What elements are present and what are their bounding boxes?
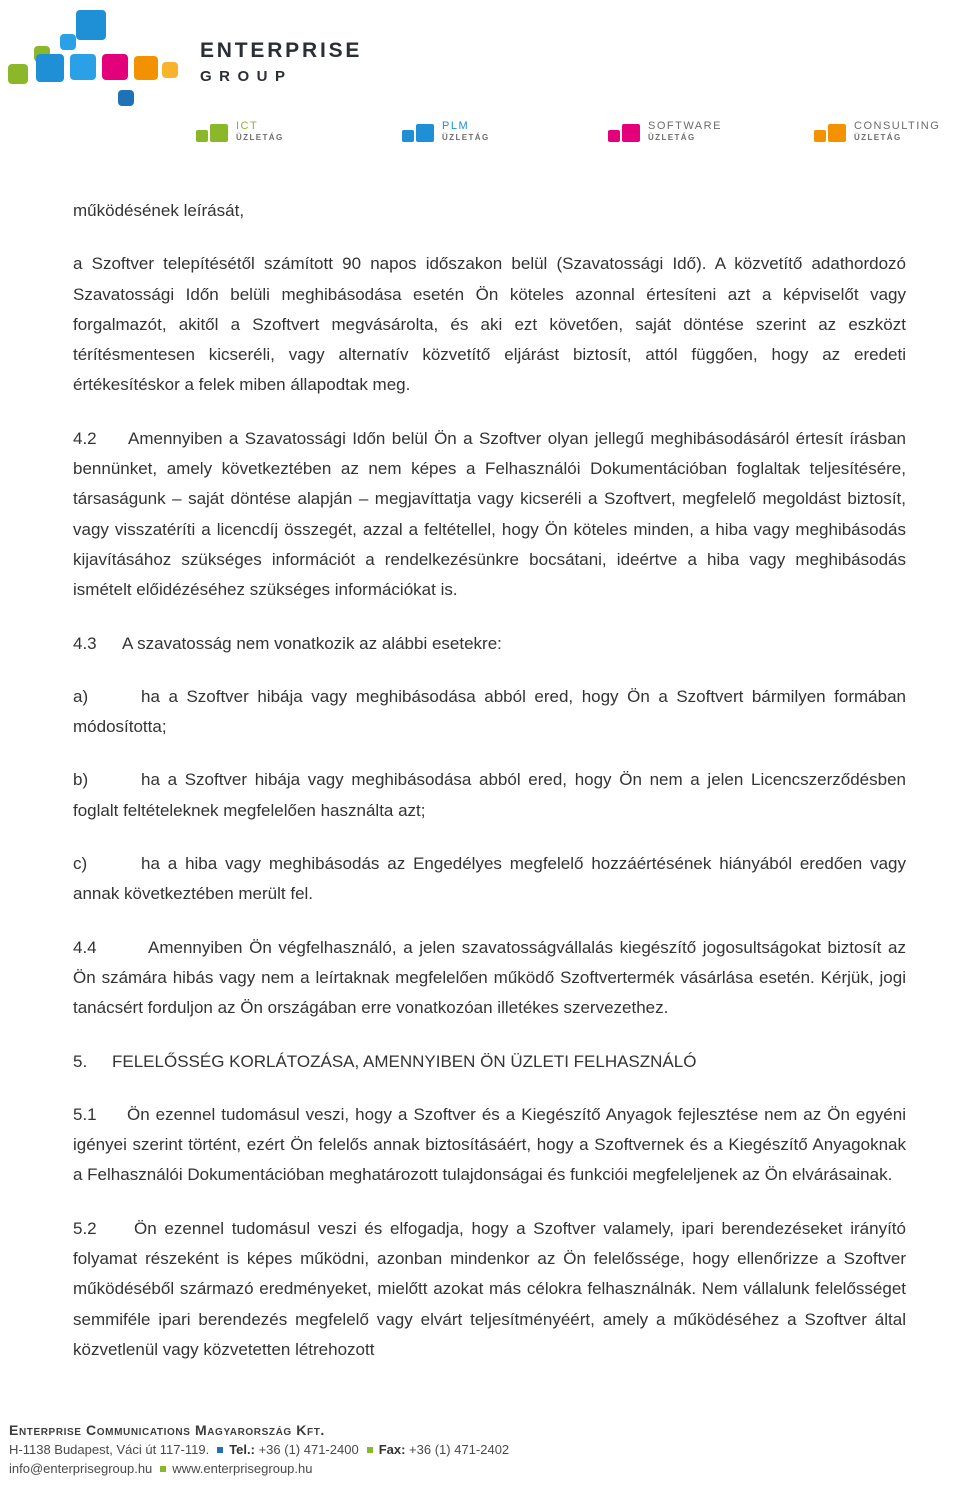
division-name: ICT	[236, 120, 259, 132]
division-sub: ÜZLETÁG	[854, 133, 902, 142]
section-number: 4.3	[73, 633, 97, 653]
section-text: Amennyiben Ön végfelhasználó, a jelen szavatosságvállalás kiegészítő jogosultságokat biztosít az Ön számára hibás vagy nem a leírtaknak megfelelően működő Szoftvertermék vásárlása esetén. Kérjük, jogi tanácsért forduljon az Ön országában erre vonatkozóan illetékes szervezethez.	[73, 937, 906, 1018]
plm-division-icon	[402, 122, 438, 144]
section-number: 5.	[73, 1051, 88, 1071]
division-bar	[0, 120, 960, 148]
section-number: 4.4	[73, 937, 97, 957]
division-name: PLM	[442, 120, 470, 132]
fax-number: +36 (1) 471-2402	[409, 1442, 510, 1457]
division-sub: ÜZLETÁG	[648, 133, 696, 142]
division-sub: ÜZLETÁG	[236, 133, 284, 142]
division-sub: ÜZLETÁG	[442, 133, 490, 142]
fax-label: Fax:	[378, 1442, 406, 1457]
address: H-1138 Budapest, Váci út 117-119.	[9, 1442, 210, 1457]
list-marker: c)	[73, 854, 88, 874]
ict-division-icon	[196, 122, 232, 144]
list-item-a	[73, 682, 906, 743]
software-division-icon	[608, 122, 644, 144]
section-5-2	[73, 1214, 906, 1365]
section-number: 4.2	[73, 428, 97, 448]
division-name: SOFTWARE	[648, 120, 722, 132]
list-marker: a)	[73, 686, 89, 706]
list-item-b	[73, 765, 906, 826]
division-name: CONSULTING	[854, 120, 941, 132]
paragraph-continuation: működésének leírását,	[73, 201, 245, 220]
bullet-icon	[217, 1447, 223, 1453]
consulting-division-icon	[814, 122, 850, 144]
bullet-icon	[160, 1466, 166, 1472]
section-text: Ön ezennel tudomásul veszi és elfogadja, hogy a Szoftver valamely, ipari berendezéseket irányító folyamat részeként is képes működni, azonban mindenkor az Ön felelőssége, hogy ellenőrizze a Szoftver működéséből származó eredményeket, mielőtt azokat más célokra felhasználnák. Nem vállalunk felelősséget semmiféle ipari berendezés megfelelő vagy elvárt teljesítményéért, amely a működéséhez a Szoftver által közvetlenül vagy közvetetten létrehozott	[73, 1218, 906, 1359]
section-text: Ön ezennel tudomásul veszi, hogy a Szoftver és a Kiegészítő Anyagok fejlesztése nem az Ön egyéni igényei szerint történt, ezért Ön felelős annak biztosításáért, hogy a Szoftvernek és a Kiegészítő Anyagoknak a Felhasználói Dokumentációban meghatározott tulajdonságai és funkciói megfeleljenek az Ön elvárásainak.	[73, 1104, 906, 1185]
list-item-text: ha a hiba vagy meghibásodás az Engedélyes megfelelő hozzáértésének hiányából eredően vagy annak következtében merült fel.	[73, 854, 906, 904]
web-line	[9, 1459, 949, 1478]
paragraph-warranty-period: a Szoftver telepítésétől számított 90 napos időszakon belül (Szavatossági Idő). A közvetítő adathordozó Szavatossági Időn belüli meghibásodása esetén Ön köteles azonnal értesíteni azt a képviselőt vagy forgalmazót, akitől a Szoftvert megvásárolta, és aki ezt követően, saját döntése szerint az eszközt térítésmentesen kicseréli, vagy alternatív közvetítő eljárást biztosít, attól függően, hogy az eredeti értékesítéskor a felek miben állapodtak meg.	[73, 254, 906, 395]
section-4-2	[73, 424, 906, 606]
brand-wordmark	[200, 40, 362, 85]
company-name: Enterprise Communications Magyarország Kft.	[9, 1422, 325, 1438]
enterprise-group-logo-mark	[8, 8, 178, 110]
page-footer	[9, 1420, 949, 1478]
tel-number: +36 (1) 471-2400	[258, 1442, 359, 1457]
section-heading: FELELŐSSÉG KORLÁTOZÁSA, AMENNYIBEN ÖN ÜZLETI FELHASZNÁLÓ	[112, 1051, 697, 1071]
bullet-icon	[367, 1447, 373, 1453]
list-item-text: ha a Szoftver hibája vagy meghibásodása abból ered, hogy Ön a Szoftvert bármilyen formában módosította;	[73, 686, 906, 737]
section-5-heading	[73, 1047, 906, 1077]
brand-name: ENTERPRISE	[200, 39, 363, 62]
section-text: A szavatosság nem vonatkozik az alábbi esetekre:	[122, 633, 502, 653]
section-5-1	[73, 1100, 906, 1191]
section-4-3	[73, 629, 906, 659]
list-item-c	[73, 849, 906, 910]
document-body	[73, 196, 906, 1365]
website-link[interactable]: www.enterprisegroup.hu	[172, 1461, 313, 1476]
contact-line	[9, 1440, 949, 1459]
section-number: 5.2	[73, 1218, 97, 1238]
section-4-4	[73, 933, 906, 1024]
list-marker: b)	[73, 770, 89, 790]
list-item-text: ha a Szoftver hibája vagy meghibásodása abból ered, hogy Ön nem a jelen Licencszerződésben foglalt feltételeknek megfelelően használta azt;	[73, 770, 906, 820]
section-number: 5.1	[73, 1104, 97, 1124]
brand-subtitle: GROUP	[200, 68, 293, 85]
section-text: Amennyiben a Szavatossági Időn belül Ön a Szoftver olyan jellegű meghibásodásáról értesít írásban bennünket, amely következtében az nem képes a Felhasználói Dokumentációban foglaltak teljesítésére, társaságunk – saját döntése alapján – megjavíttatja vagy kicseréli a Szoftvert, megfelelő megoldást biztosít, vagy visszatéríti a licencdíj összegét, azzal a feltétellel, hogy Ön köteles minden, a hiba vagy meghibásodás kijavításához szükséges információt a rendelkezésünkre bocsátani, ideértve a hiba vagy meghibásodás ismételt előidézéséhez szükséges információkat is.	[73, 428, 906, 600]
tel-label: Tel.:	[229, 1442, 255, 1457]
email-link[interactable]: info@enterprisegroup.hu	[9, 1461, 153, 1476]
